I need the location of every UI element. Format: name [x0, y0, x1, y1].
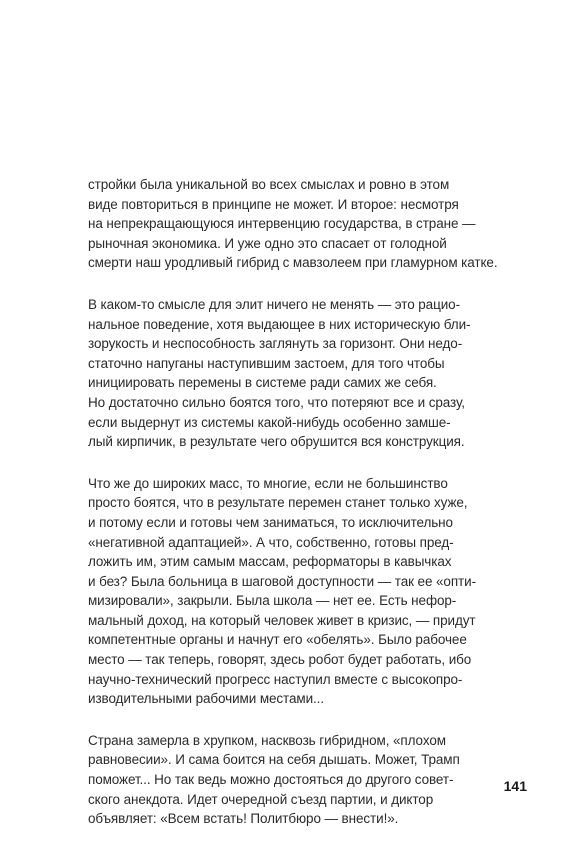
text-line: Что же до широких масс, то многие, если не большинство [88, 475, 448, 491]
text-line: на непрекращающуюся интервенцию государства, в стране — [88, 216, 476, 232]
text-line: рыночная экономика. И уже одно это спасает от голодной [88, 235, 447, 251]
paragraph-4 [88, 731, 528, 829]
text-line: мизировали», закрыли. Была школа — нет ее. Есть нефор- [88, 593, 457, 609]
text-line: компетентные органы и начнут его «обелять». Было рабочее [88, 632, 467, 648]
text-line: просто боятся, что в результате перемен станет только хуже, [88, 495, 468, 511]
page-number: 141 [503, 778, 527, 794]
text-line: ложить им, этим самым массам, реформаторы в кавычках [88, 554, 452, 570]
text-line: объявляет: «Всем встать! Политбюро — внести!». [88, 811, 399, 827]
text-line: научно-технический прогресс наступил вместе с высокопро- [88, 671, 463, 687]
text-line: мальный доход, на который человек живет в кризис, — придут [88, 612, 476, 628]
text-line: изводительными рабочими местами... [88, 691, 324, 707]
text-line: место — так теперь, говорят, здесь робот будет работать, ибо [88, 652, 472, 668]
paragraph-3 [88, 474, 528, 709]
text-line: стройки была уникальной во всех смыслах и ровно в этом [88, 177, 450, 192]
page-body-text [88, 175, 528, 851]
text-line: ского анекдота. Идет очередной съезд партии, и диктор [88, 791, 434, 807]
text-line: Но достаточно сильно боятся того, что потеряют все и сразу, [88, 394, 465, 410]
text-line: виде повториться в принципе не может. И второе: несмотря [88, 196, 459, 212]
text-line: Страна замерла в хрупком, насквозь гибридном, «плохом [88, 732, 446, 748]
text-line: и без? Была больница в шаговой доступности — так ее «опти- [88, 573, 476, 589]
text-line: смерти наш уродливый гибрид с мавзолеем при гламурном катке. [88, 255, 498, 271]
text-line: зорукость и неспособность заглянуть за горизонт. Они недо- [88, 336, 463, 352]
text-line: инициировать перемены в системе ради самих же себя. [88, 375, 437, 391]
text-line: статочно напуганы наступившим застоем, для того чтобы [88, 355, 445, 371]
text-line: равновесии». И сама боится на себя дышать. Может, Трамп [88, 752, 460, 768]
text-line: «негативной адаптацией». А что, собственно, готовы пред- [88, 534, 454, 550]
paragraph-2 [88, 295, 528, 452]
text-line: В каком-то смысле для элит ничего не менять — это рацио- [88, 296, 460, 312]
text-line: и потому если и готовы чем заниматься, то исключительно [88, 514, 453, 530]
paragraph-1 [88, 175, 528, 273]
text-line: нальное поведение, хотя выдающее в них историческую бли- [88, 316, 471, 332]
text-line: поможет... Но так ведь можно достояться до другого совет- [88, 772, 454, 788]
text-line: если выдернут из системы какой-нибудь особенно замше- [88, 414, 451, 430]
text-line: лый кирпичик, в результате чего обрушится вся конструкция. [88, 434, 465, 450]
